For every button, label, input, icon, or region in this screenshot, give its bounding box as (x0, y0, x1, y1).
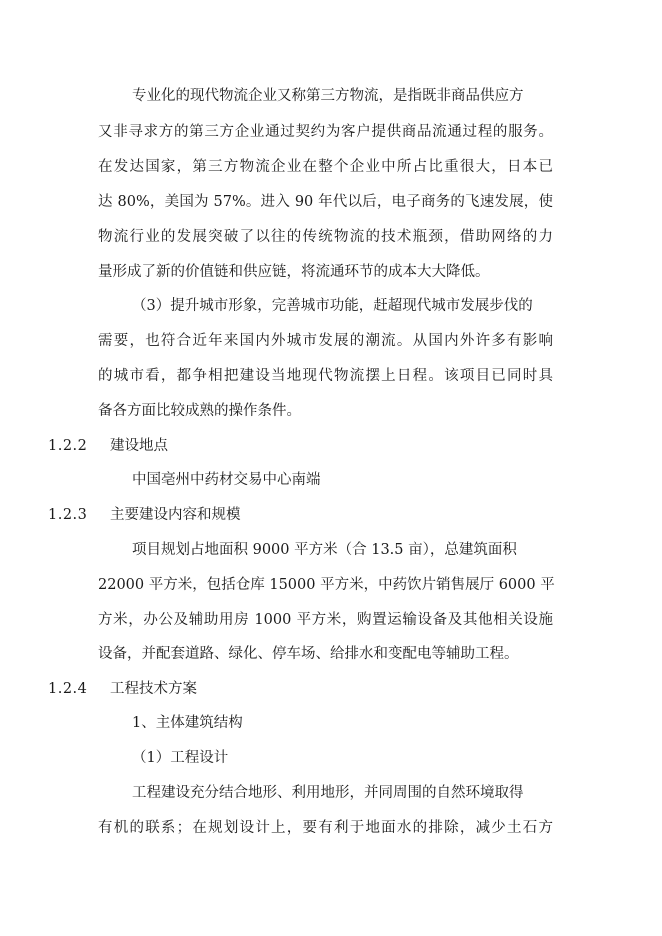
paragraph-line: 量形成了新的价值链和供应链，将流通环节的成本大大降低。 (98, 264, 490, 280)
subheading: 1、主体建筑结构 (132, 715, 243, 731)
section-number: 1.2.2 (48, 438, 88, 454)
paragraph-line: 备各方面比较成熟的操作条件。 (98, 403, 301, 419)
paragraph-line: 物流行业的发展突破了以往的传统物流的技术瓶颈，借助网络的力 (98, 229, 553, 245)
paragraph-line: 在发达国家，第三方物流企业在整个企业中所占比重很大，日本已 (98, 159, 553, 175)
section-number: 1.2.3 (48, 507, 88, 523)
section-heading (48, 436, 168, 456)
subheading: （1）工程设计 (132, 750, 229, 766)
paragraph-line: （3）提升城市形象，完善城市功能，赶超现代城市发展步伐的 (132, 298, 533, 314)
paragraph-line: 方米，办公及辅助用房 1000 平方米，购置运输设备及其他相关设施 (98, 612, 553, 628)
paragraph-line: 有机的联系；在规划设计上，要有利于地面水的排除，减少土石方 (98, 820, 553, 836)
section-title: 主要建设内容和规模 (110, 507, 241, 523)
paragraph-line: 又非寻求方的第三方企业通过契约为客户提供商品流通过程的服务。 (98, 124, 553, 140)
paragraph-line: 设备，并配套道路、绿化、停车场、给排水和变配电等辅助工程。 (98, 646, 519, 662)
paragraph-line: 需要，也符合近年来国内外城市发展的潮流。从国内外许多有影响 (98, 333, 553, 349)
paragraph-line: 22000 平方米，包括仓库 15000 平方米，中药饮片销售展厅 6000 平 (98, 577, 555, 593)
paragraph-line: 达 80%，美国为 57%。进入 90 年代以后，电子商务的飞速发展，使 (98, 194, 553, 210)
section-heading (48, 679, 197, 699)
section-number: 1.2.4 (48, 681, 88, 697)
paragraph-line: 项目规划占地面积 9000 平方米（合 13.5 亩），总建筑面积 (132, 542, 517, 558)
section-heading (48, 505, 241, 525)
section-title: 工程技术方案 (110, 681, 197, 697)
section-title: 建设地点 (110, 438, 168, 454)
paragraph-line: 专业化的现代物流企业又称第三方物流，是指既非商品供应方 (132, 88, 524, 104)
paragraph-line: 中国亳州中药材交易中心南端 (132, 472, 321, 488)
paragraph-line: 的城市看，都争相把建设当地现代物流摆上日程。该项目已同时具 (98, 368, 553, 384)
paragraph-line: 工程建设充分结合地形、利用地形，并同周围的自然环境取得 (132, 785, 524, 801)
